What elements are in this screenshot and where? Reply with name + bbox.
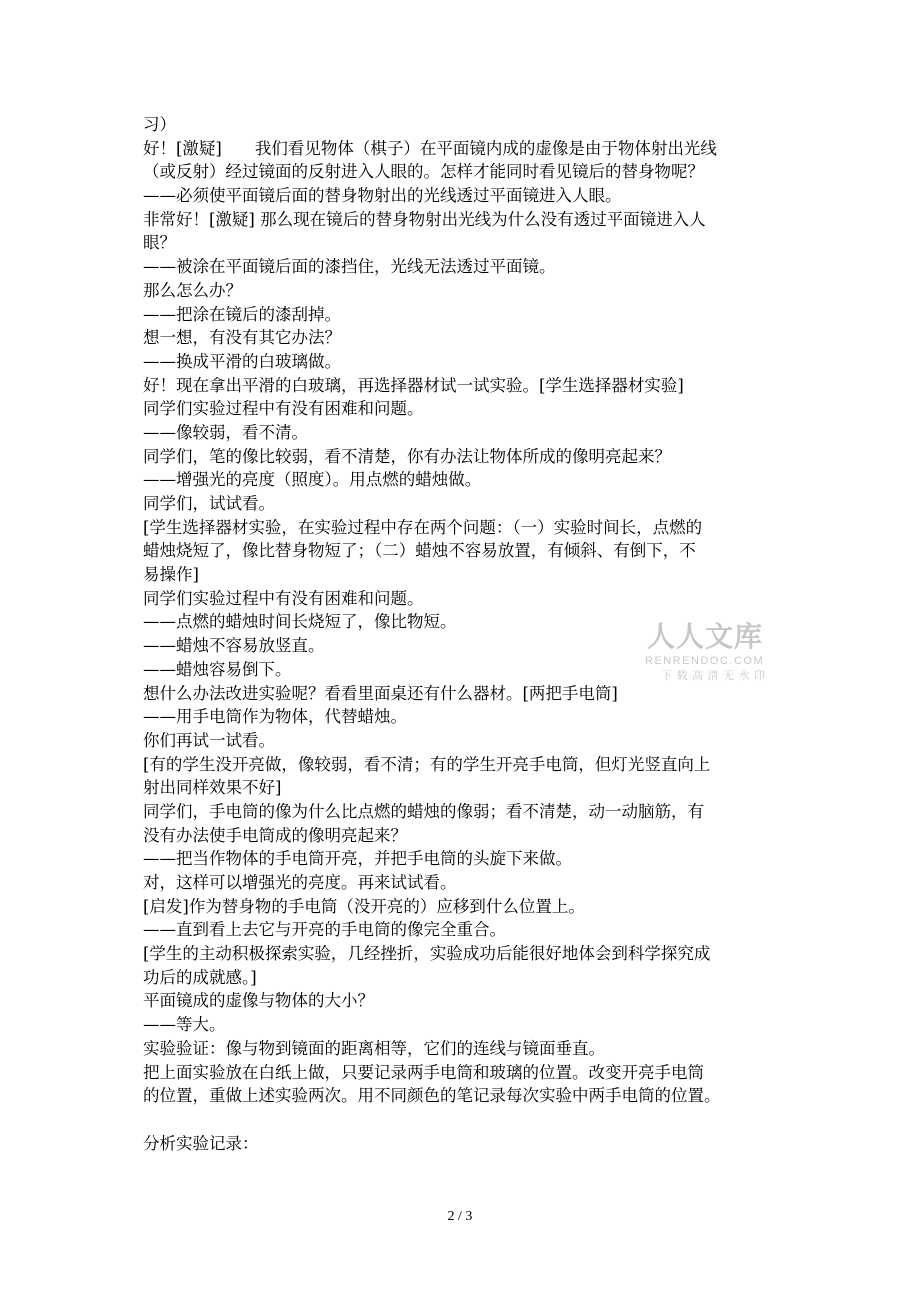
- text-line: ——蜡烛容易倒下。: [143, 659, 292, 679]
- page-number: 2 / 3: [447, 1209, 473, 1224]
- text-line: ——换成平滑的白玻璃做。: [143, 351, 341, 371]
- text-line: 蜡烛烧短了，像比替身物短了；（二）蜡烛不容易放置，有倾斜、有倒下，不: [143, 541, 696, 561]
- text-line: 同学们实验过程中有没有困难和问题。: [143, 588, 424, 608]
- text-line: 同学们，手电筒的像为什么比点燃的蜡烛的像弱；看不清楚，动一动脑筋，有: [143, 801, 704, 821]
- text-line: 把上面实验放在白纸上做，只要记录两手电筒和玻璃的位置。改变开亮手电筒: [143, 1062, 704, 1082]
- text-line: 你们再试一试看。: [143, 730, 275, 750]
- text-line: ——被涂在平面镜后面的漆挡住，光线无法透过平面镜。: [143, 257, 556, 277]
- text-line: ——必须使平面镜后面的替身物射出的光线透过平面镜进入人眼。: [143, 186, 622, 206]
- text-line: 那么怎么办？: [143, 280, 242, 300]
- watermark-url: RENRENDOC.COM: [645, 655, 765, 667]
- text-line: ——增强光的亮度（照度）。用点燃的蜡烛做。: [143, 470, 482, 490]
- watermark: [641, 620, 776, 686]
- text-line: 射出同样效果不好]: [143, 778, 282, 798]
- text-line: 好！[激疑] 我们看见物体（棋子）在平面镜内成的虚像是由于物体射出光线: [143, 138, 717, 158]
- text-line: （或反射）经过镜面的反射进入人眼的。怎样才能同时看见镜后的替身物呢？: [143, 162, 704, 182]
- watermark-title: 人人文库: [647, 620, 764, 653]
- text-line: ——点燃的蜡烛时间长烧短了，像比物短。: [143, 612, 457, 632]
- text-line: 易操作]: [143, 565, 199, 585]
- text-line: 同学们实验过程中有没有困难和问题。: [143, 399, 424, 419]
- text-line: [启发]作为替身物的手电筒（没开亮的）应移到什么位置上。: [143, 896, 585, 916]
- text-line: [学生的主动积极探索实验，几经挫折，实验成功后能很好地体会到科学探究成: [143, 944, 711, 964]
- text-line: 实验验证：像与物到镜面的距离相等，它们的连线与镜面垂直。: [143, 1038, 605, 1058]
- text-line: 平面镜成的虚像与物体的大小？: [143, 991, 374, 1011]
- text-line: 习）: [143, 115, 176, 134]
- blank-line: [143, 1108, 783, 1132]
- text-line: 想一想，有没有其它办法？: [143, 328, 341, 348]
- text-line: 好！现在拿出平滑的白玻璃，再选择器材试一试实验。[学生选择器材实验]: [143, 375, 684, 395]
- text-line: 同学们，笔的像比较弱，看不清楚，你有办法让物体所成的像明亮起来？: [143, 446, 671, 466]
- text-line: 对，这样可以增强光的亮度。再来试试看。: [143, 873, 457, 892]
- text-line: 的位置，重做上述实验两次。用不同颜色的笔记录每次实验中两手电筒的位置。: [143, 1086, 721, 1106]
- text-line: ——把涂在镜后的漆刮掉。: [143, 304, 341, 324]
- text-line: ——把当作物体的手电筒开亮，并把手电筒的头旋下来做。: [143, 849, 572, 869]
- text-line: 同学们，试试看。: [143, 494, 275, 513]
- text-line: ——蜡烛不容易放竖直。: [143, 636, 325, 656]
- text-line: 功后的成就感。]: [143, 967, 257, 987]
- text-line: ——直到看上去它与开亮的手电筒的像完全重合。: [143, 920, 506, 940]
- text-line: ——像较弱，看不清。: [143, 422, 308, 442]
- text-line: 想什么办法改进实验呢？看看里面桌还有什么器材。[两把手电筒]: [143, 683, 618, 703]
- text-line: 非常好！[激疑] 那么现在镜后的替身物射出光线为什么没有透过平面镜进入人: [143, 209, 706, 229]
- text-line: ——用手电筒作为物体，代替蜡烛。: [143, 707, 407, 727]
- text-line: [有的学生没开亮做，像较弱，看不清；有的学生开亮手电筒，但灯光竖直向上: [143, 754, 711, 774]
- text-line: ——等大。: [143, 1015, 226, 1035]
- watermark-slogan: 下载高清无水印: [661, 669, 770, 682]
- text-line: 分析实验记录：: [143, 1133, 259, 1153]
- text-line: 眼？: [143, 233, 176, 253]
- text-line: 没有办法使手电筒成的像明亮起来？: [143, 825, 407, 845]
- text-line: [学生选择器材实验，在实验过程中存在两个问题：（一）实验时间长，点燃的: [143, 517, 703, 537]
